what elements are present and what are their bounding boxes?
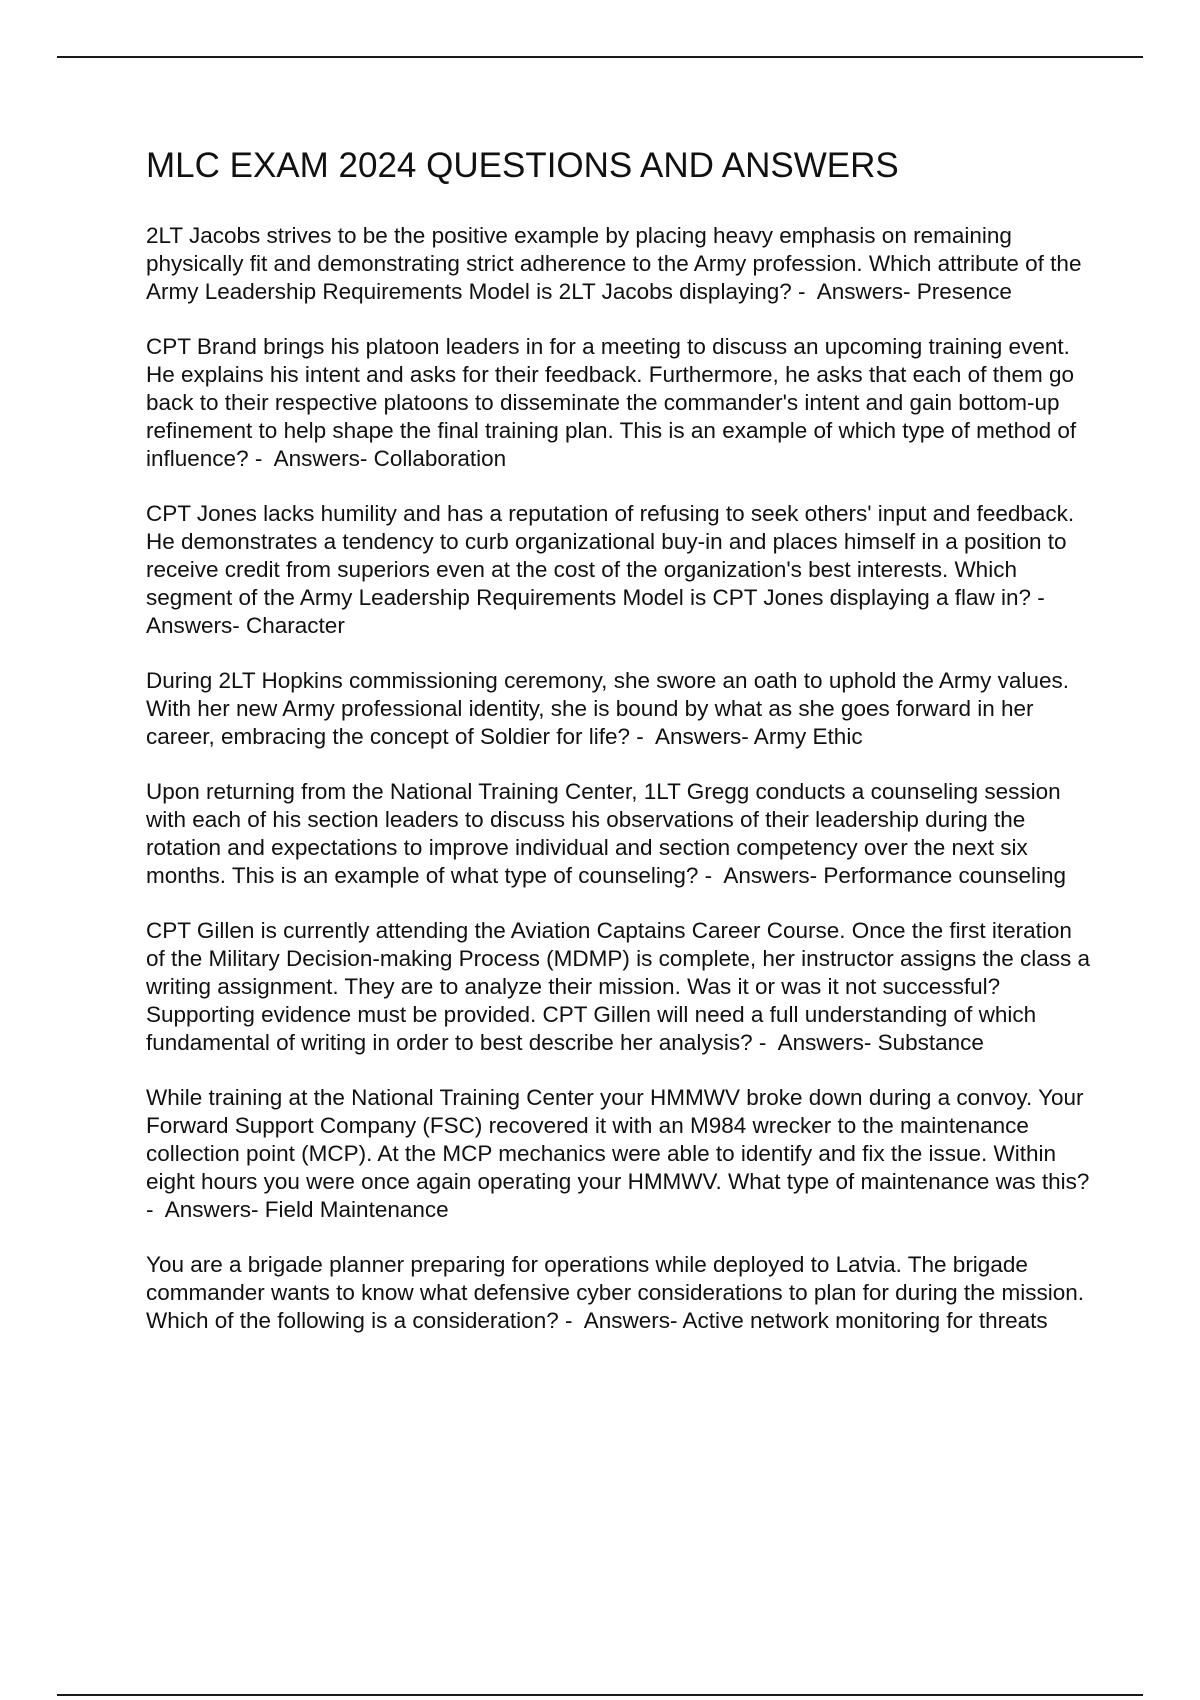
answer-text: Answers- Active network monitoring for threats — [583, 1308, 1048, 1333]
qa-item — [146, 1251, 1096, 1335]
qa-item — [146, 778, 1096, 890]
qa-item — [146, 667, 1096, 751]
answer-text: Answers- Presence — [816, 279, 1012, 304]
bottom-divider — [57, 1694, 1143, 1696]
document-body — [146, 140, 1096, 1362]
answer-text: Answers- Army Ethic — [655, 724, 863, 749]
question-text: CPT Gillen is currently attending the Aviation Captains Career Course. Once the first iteration of the Military Decision-making Process (MDMP) is complete, her instructor assigns the class a writing assignment. They are to analyze their mission. Was it or was it not successful? Supporting evidence must be provided. CPT Gillen will need a full understanding of which fundamental of writing in order to best describe her analysis? - — [146, 918, 1091, 1055]
document-title: MLC EXAM 2024 QUESTIONS AND ANSWERS — [146, 146, 899, 185]
answer-text: Answers- Substance — [777, 1030, 984, 1055]
qa-item — [146, 222, 1096, 306]
answer-text: Answers- Character — [146, 613, 345, 638]
question-text: CPT Brand brings his platoon leaders in for a meeting to discuss an upcoming training event. He explains his intent and asks for their feedback. Furthermore, he asks that each of them go back to their respective platoons to disseminate the commander's intent and gain bottom-up refinement to help shape the final training plan. This is an example of which type of method of influence? - — [146, 334, 1077, 471]
question-text: 2LT Jacobs strives to be the positive example by placing heavy emphasis on remaining physically fit and demonstrating strict adherence to the Army profession. Which attribute of the Army Leadership Requirements Model is 2LT Jacobs displaying? - — [146, 223, 1082, 304]
qa-item — [146, 333, 1096, 473]
qa-item — [146, 500, 1096, 640]
answer-text: Answers- Performance counseling — [723, 863, 1067, 888]
qa-item — [146, 917, 1096, 1057]
top-divider — [57, 56, 1143, 58]
answer-text: Answers- Collaboration — [273, 446, 507, 471]
question-text: Upon returning from the National Training Center, 1LT Gregg conducts a counseling session with each of his section leaders to discuss his observations of their leadership during the rotation and expectations to improve individual and section competency over the next six months. This is an example of what type of counseling? - — [146, 779, 1061, 888]
question-text: While training at the National Training Center your HMMWV broke down during a convoy. Your Forward Support Company (FSC) recovered it with an M984 wrecker to the maintenance collection point (MCP). At the MCP mechanics were able to identify and fix the issue. Within eight hours you were once again operating your HMMWV. What type of maintenance was this? - — [146, 1085, 1090, 1222]
qa-item — [146, 1084, 1096, 1224]
question-text: During 2LT Hopkins commissioning ceremony, she swore an oath to uphold the Army values. With her new Army professional identity, she is bound by what as she goes forward in her career, embracing the concept of Soldier for life? - — [146, 668, 1069, 749]
answer-text: Answers- Field Maintenance — [164, 1197, 449, 1222]
question-text: You are a brigade planner preparing for operations while deployed to Latvia. The brigade commander wants to know what defensive cyber considerations to plan for during the mission. Which of the following is a consideration? - — [146, 1252, 1084, 1333]
question-text: CPT Jones lacks humility and has a reputation of refusing to seek others' input and feedback. He demonstrates a tendency to curb organizational buy-in and places himself in a position to receive credit from superiors even at the cost of the organization's best interests. Which segment of the Army Leadership Requirements Model is CPT Jones displaying a flaw in? - — [146, 501, 1075, 610]
